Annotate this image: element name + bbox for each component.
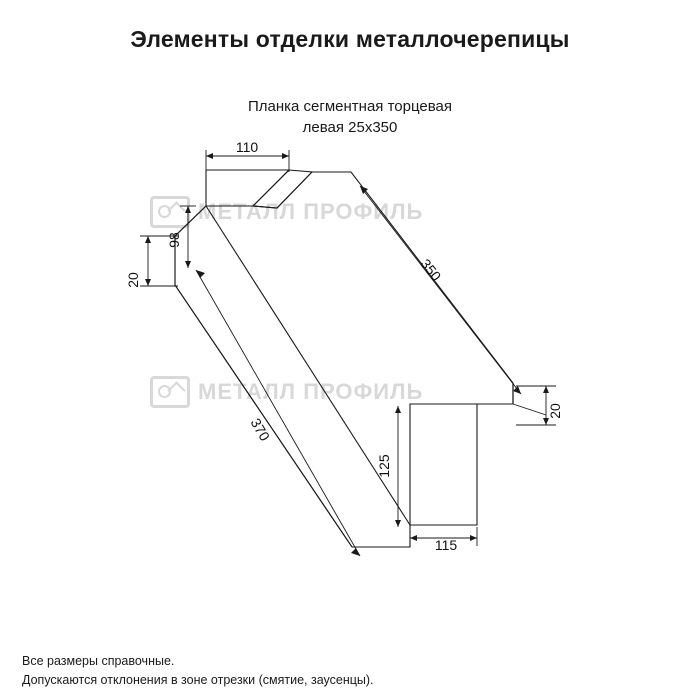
body-lower-left-edge — [175, 285, 352, 547]
dim-label-110: 110 — [235, 139, 259, 155]
arrow-125-top — [395, 406, 401, 413]
arrow-20l-bottom — [145, 279, 151, 286]
dim-label-125: 125 — [376, 454, 392, 478]
lower-tab-face — [410, 404, 477, 525]
dim-label-20-lower: 20 — [547, 403, 563, 419]
product-name-line1: Планка сегментная торцевая — [247, 98, 453, 115]
dim-label-370: 370 — [247, 415, 274, 444]
dim-label-98: 98 — [166, 232, 182, 248]
arrow-20r-top — [543, 386, 549, 393]
watermark-text: МЕТАЛЛ ПРОФИЛЬ — [198, 199, 424, 224]
arrow-98-top — [185, 206, 191, 213]
page-title: Элементы отделки металлочерепицы — [130, 26, 570, 52]
watermark-text: МЕТАЛЛ ПРОФИЛЬ — [198, 379, 424, 404]
dim-label-350: 350 — [417, 255, 445, 285]
arrow-115-right — [470, 535, 477, 541]
arrow-370-bottom — [351, 548, 360, 556]
arrow-350-bottom — [513, 386, 521, 394]
arrow-110-right — [282, 153, 289, 159]
arrow-20l-top — [145, 236, 151, 243]
body-outline-upper — [175, 172, 513, 404]
dim-line-350b — [360, 186, 521, 394]
footnotes — [22, 652, 374, 690]
leader-20r — [513, 404, 546, 415]
product-name-line2: левая 25х350 — [302, 119, 398, 136]
dim-label-115: 115 — [434, 537, 458, 553]
dim-line-370 — [196, 270, 360, 556]
arrow-370-top — [196, 270, 205, 278]
dim-label-20-upper: 20 — [125, 272, 141, 288]
upper-tab-face — [206, 170, 289, 206]
arrow-98-bottom — [185, 261, 191, 268]
left-fold — [175, 206, 206, 236]
lower-tab-side — [477, 383, 513, 404]
arrow-110-left — [206, 153, 213, 159]
arrow-125-bottom — [395, 520, 401, 527]
arrow-115-left — [410, 535, 417, 541]
footnote-line-2: Допускаются отклонения в зоне отрезки (смятие, заусенцы). — [22, 673, 374, 687]
body-left-edge — [175, 236, 352, 547]
footnote-line-1: Все размеры справочные. — [22, 654, 175, 668]
